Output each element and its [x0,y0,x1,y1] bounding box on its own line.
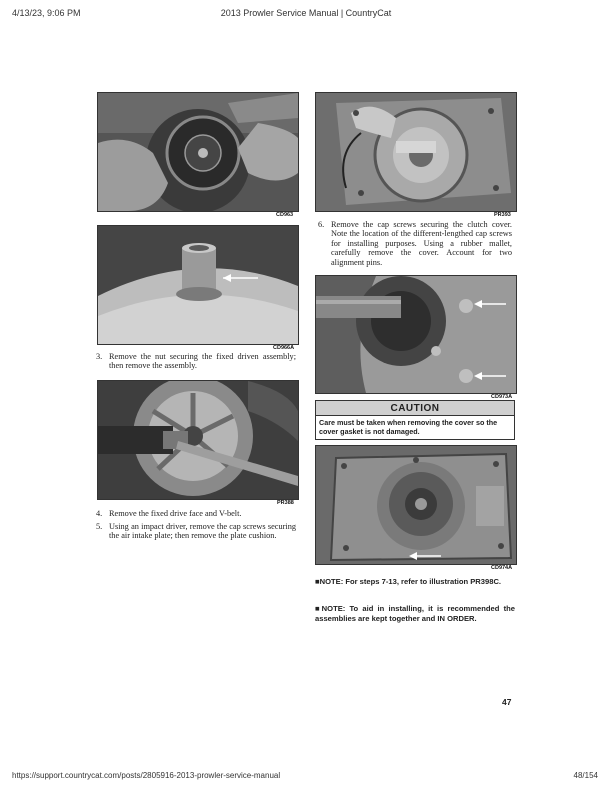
figure-code-pr393: PR393 [494,212,511,218]
note-installing [315,604,515,624]
clutch-removal-photo [97,92,299,212]
step-5 [96,522,296,541]
step-4 [96,509,296,518]
figure-code-cd966a: CD966A [273,345,295,351]
step-3-text: Remove the nut securing the fixed driven assembly; then remove the assembly. [109,352,296,371]
drive-face-photo [97,380,299,500]
footer-pagination: 48/154 [573,771,598,780]
step-6-text: Remove the cap screws securing the clutch cover. Note the location of the different-lengthed cap screws for installing purposes. Using a rubber mallet, carefully remove the cover. Account for two alignment pins. [331,220,512,267]
step-6 [318,220,512,267]
alignment-pins-photo [315,275,517,394]
step-5-number: 5. [96,522,103,531]
note-text: NOTE: For steps 7-13, refer to illustration PR398C. [319,577,502,586]
caution-box [315,400,515,440]
caution-text: Care must be taken when removing the cover so the cover gasket is not damaged. [319,418,498,436]
note-text: NOTE: To aid in installing, it is recommended the assemblies are kept together and IN ORDER. [315,604,515,623]
step-4-number: 4. [96,509,103,518]
step-4-text: Remove the fixed drive face and V-belt. [109,509,242,518]
print-page-title: 2013 Prowler Service Manual | CountryCat [220,8,392,18]
step-3 [96,352,296,371]
step-6-number: 6. [318,220,325,229]
clutch-cover-photo [315,92,517,212]
footer-url: https://support.countrycat.com/posts/2805916-2013-prowler-service-manual [12,771,281,780]
figure-code-cd974a: CD974A [491,565,513,571]
cover-gasket-photo [315,445,517,565]
figure-code-pr388: PR388 [277,500,294,506]
step-3-number: 3. [96,352,103,361]
note-bullet: ■ [315,604,322,613]
figure-code-cd963: CD963 [276,212,294,218]
page-number: 47 [502,697,512,707]
note-steps-7-13 [315,577,515,587]
figure-code-cd973a: CD973A [491,394,513,400]
note-bullet: ■ [315,577,320,586]
caution-title: CAUTION [316,401,514,416]
fixed-driven-photo [97,225,299,345]
print-timestamp: 4/13/23, 9:06 PM [12,8,81,18]
step-5-text: Using an impact driver, remove the cap screws securing the air intake plate; then remove the plate cushion. [109,522,296,541]
